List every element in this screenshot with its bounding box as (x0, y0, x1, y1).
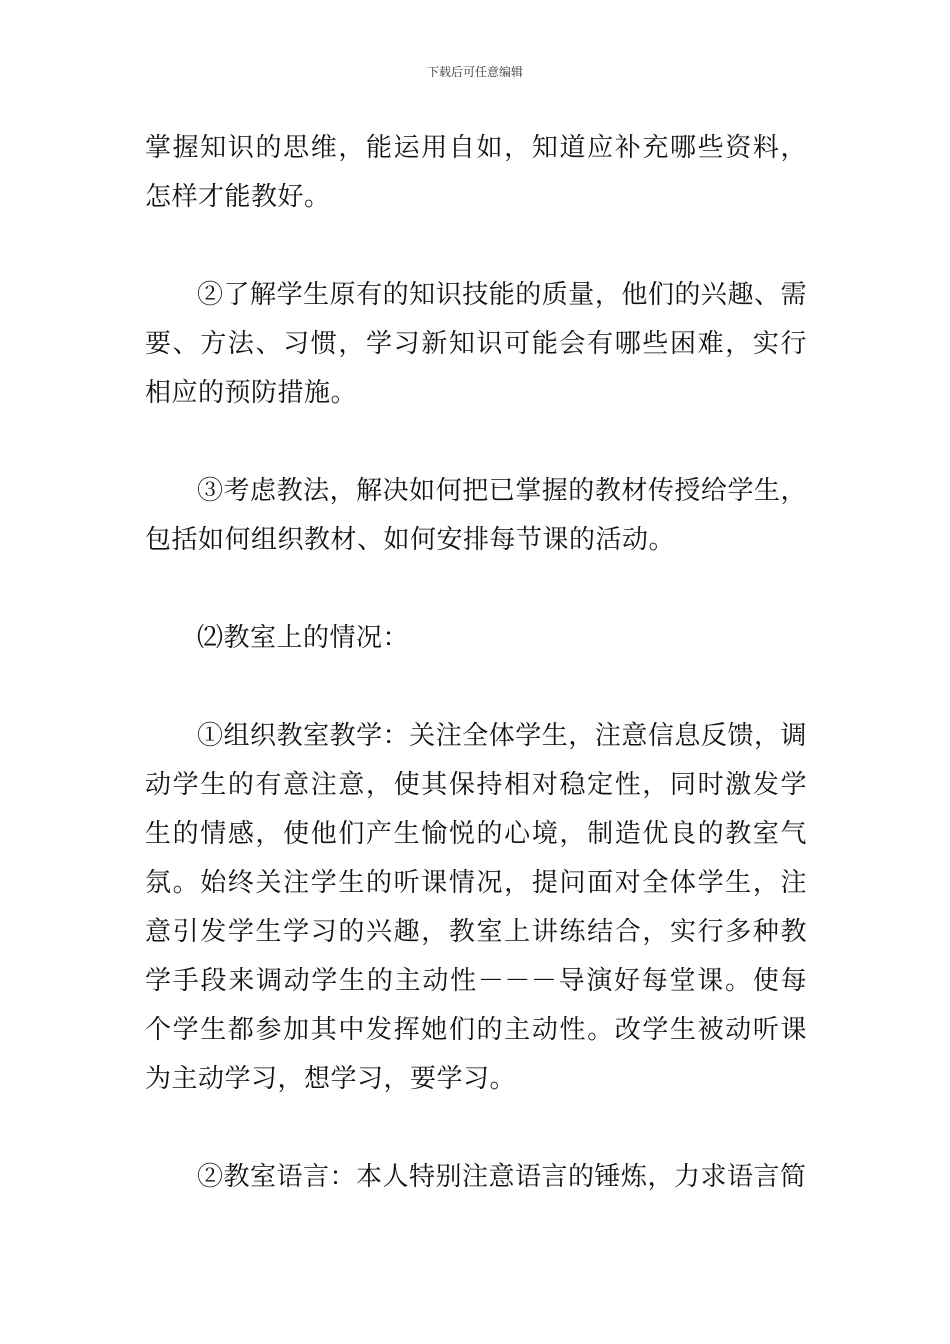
paragraph-continuation: 掌握知识的思维，能运用自如，知道应补充哪些资料，怎样才能教好。 (145, 133, 807, 212)
paragraph-classroom-language: ②教室语言：本人特别注意语言的锤炼，力求语言简 (197, 1162, 807, 1192)
paragraph-gap (145, 565, 807, 614)
paragraph-understand-students: ②了解学生原有的知识技能的质量，他们的兴趣、需要、方法、习惯，学习新知识可能会有哪些困难，实行相应的预防措施。 (145, 280, 807, 408)
paragraph-gap (145, 418, 807, 467)
paragraph-gap (145, 222, 807, 271)
paragraph-teaching-method: ③考虑教法，解决如何把已掌握的教材传授给学生，包括如何组织教材、如何安排每节课的活动。 (145, 476, 807, 555)
paragraph-organize-teaching: ①组织教室教学：关注全体学生，注意信息反馈，调动学生的有意注意，使其保持相对稳定性，同时激发学生的情感，使他们产生愉悦的心境，制造优良的教室气氛。始终关注学生的听课情况，提问面对全体学生，注意引发学生学习的兴趣，教室上讲练结合，实行多种教学手段来调动学生的主动性－－－导演好每堂课。使每个学生都参加其中发挥她们的主动性。改学生被动听课为主动学习，想学习，要学习。 (145, 721, 807, 1094)
document-body (145, 124, 807, 1202)
section-heading-classroom: ⑵教室上的情况： (197, 623, 410, 653)
paragraph-gap (145, 663, 807, 712)
page-header: 下载后可任意编辑 (426, 65, 523, 79)
paragraph-gap (145, 1104, 807, 1153)
